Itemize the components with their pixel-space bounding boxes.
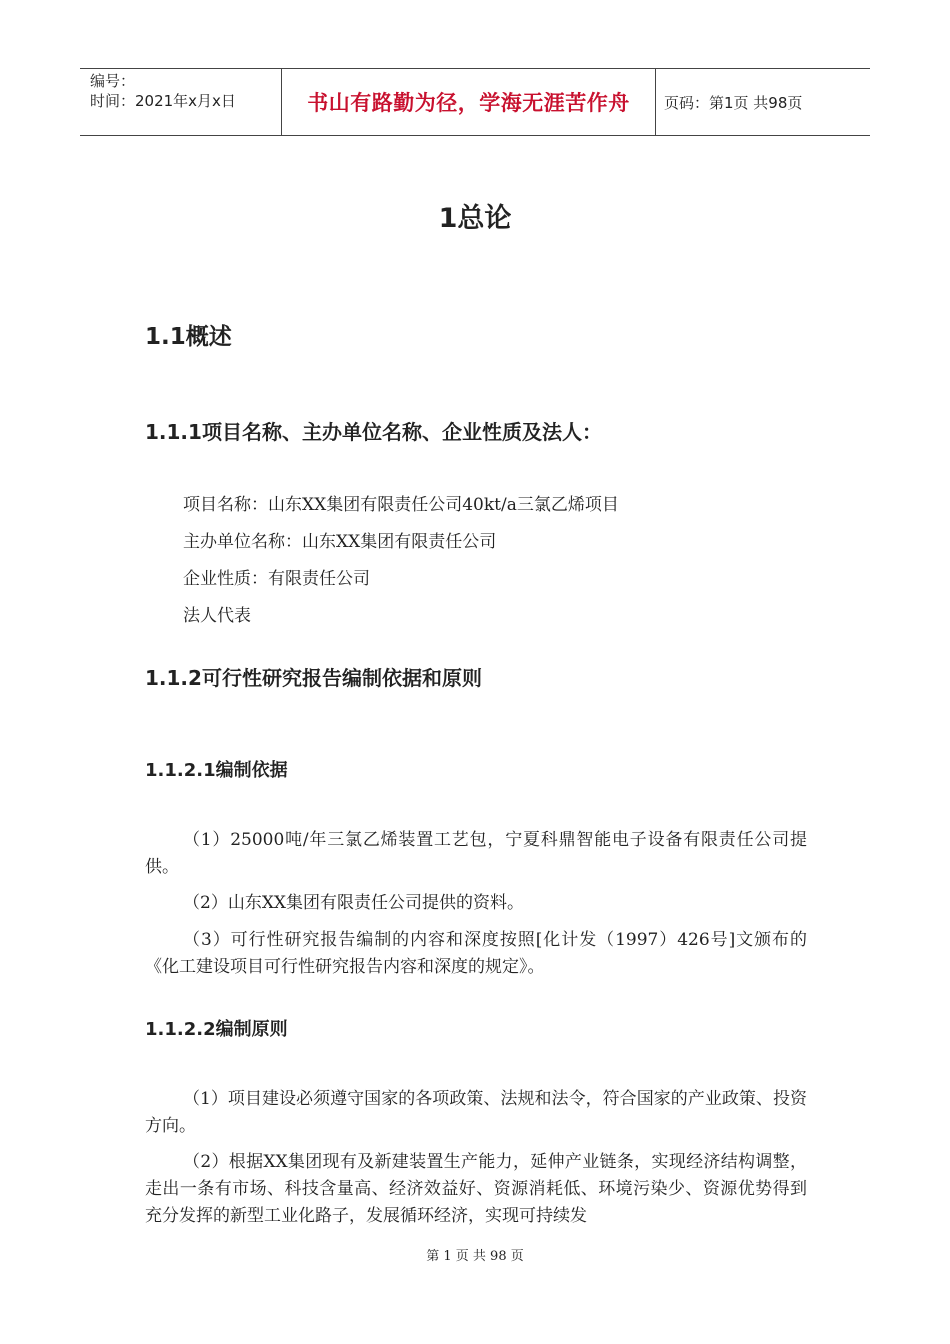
sponsor-line: 主办单位名称：山东XX集团有限责任公司: [183, 532, 497, 552]
project-name-line: 项目名称：山东XX集团有限责任公司40kt/a三氯乙烯项目: [183, 495, 619, 515]
basis-item-1: （1）25000吨/年三氯乙烯装置工艺包，宁夏科鼎智能电子设备有限责任公司提供。: [145, 830, 807, 877]
document-header: [80, 68, 870, 136]
section-heading-1-1-2-1: 1.1.2.1编制依据: [145, 760, 288, 781]
basis-item-2: （2）山东XX集团有限责任公司提供的资料。: [183, 893, 525, 913]
page-footer: 第 1 页 共 98 页: [426, 1249, 524, 1264]
section-heading-1-1-1: 1.1.1项目名称、主办单位名称、企业性质及法人：: [145, 420, 602, 444]
section-heading-1-1-2-2: 1.1.2.2编制原则: [145, 1019, 288, 1040]
header-page-info: 页码：第1页 共98页: [664, 93, 803, 112]
principle-item-1: （1）项目建设必须遵守国家的各项政策、法规和法令，符合国家的产业政策、投资方向。: [145, 1089, 807, 1136]
header-motto: 书山有路勤为径，学海无涯苦作舟: [282, 69, 656, 135]
section-heading-1-1-2: 1.1.2可行性研究报告编制依据和原则: [145, 666, 482, 690]
section-heading-1-1: 1.1概述: [145, 324, 232, 350]
number-label: 编号：: [90, 72, 136, 90]
chapter-title: 1总论: [438, 203, 512, 234]
header-meta: [80, 69, 282, 135]
principle-item-2: （2）根据XX集团现有及新建装置生产能力，延伸产业链条，实现经济结构调整，走出一条有市场、科技含量高、经济效益好、资源消耗低、环境污染少、资源优势得到充分发挥的新型工业化路子，发展循环经济，实现可持续发: [145, 1152, 807, 1226]
basis-item-3: （3）可行性研究报告编制的内容和深度按照[化计发（1997）426号]文颁布的《化工建设项目可行性研究报告内容和深度的规定》。: [145, 930, 807, 977]
time-label: 时间：2021年x月x日: [90, 92, 236, 110]
legal-rep-line: 法人代表: [183, 606, 251, 626]
enterprise-type-line: 企业性质：有限责任公司: [183, 569, 370, 589]
